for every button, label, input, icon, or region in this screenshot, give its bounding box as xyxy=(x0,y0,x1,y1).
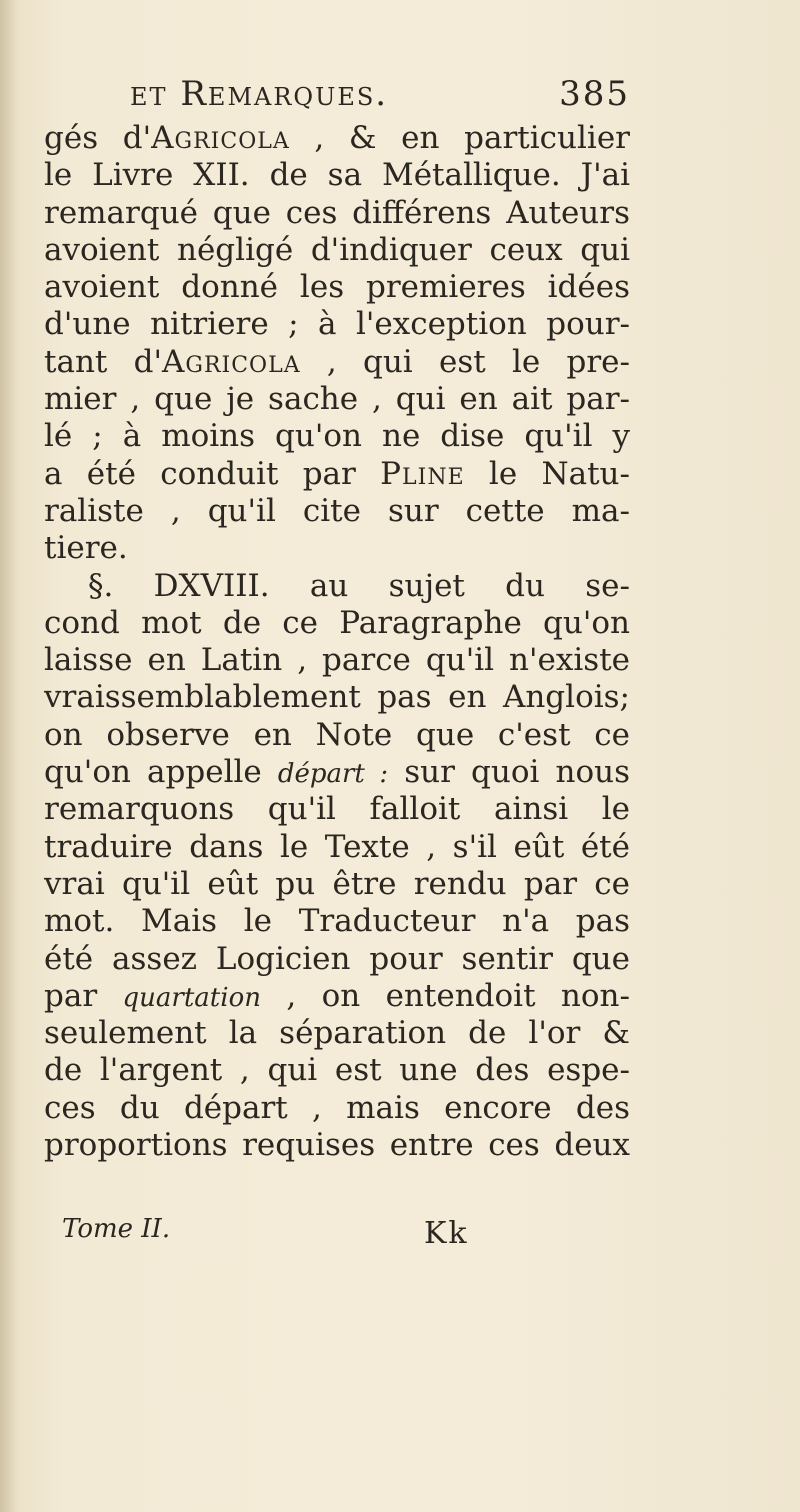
text-run: avoient donné les premieres idées xyxy=(44,269,630,306)
text-run: tiere. xyxy=(44,530,128,567)
text-run: d'une nitriere ; à l'exception pour- xyxy=(44,306,630,343)
text-run: , qui est le pre- xyxy=(300,343,630,380)
text-run: le Livre XII. de sa Métallique. J'ai xyxy=(44,157,630,194)
text-run: raliste , qu'il cite sur cette ma- xyxy=(44,492,630,529)
text-run: qu'on appelle xyxy=(44,754,278,791)
text-run: par xyxy=(44,977,123,1014)
text-line xyxy=(44,941,630,978)
body-text xyxy=(44,120,630,1164)
text-line xyxy=(44,232,630,269)
text-run: remarqué que ces différens Auteurs xyxy=(44,194,630,231)
text-line xyxy=(44,866,630,903)
text-line xyxy=(44,791,630,828)
text-run: proportions requises entre ces deux xyxy=(44,1127,630,1164)
page-header xyxy=(130,70,630,122)
text-line xyxy=(44,1052,630,1089)
page-footer xyxy=(62,1214,522,1260)
text-run: traduire dans le Texte , s'il eût été xyxy=(44,828,630,865)
text-line xyxy=(44,1090,630,1127)
text-run: vraissemblablement pas en Anglois; xyxy=(44,679,630,716)
text-line xyxy=(44,120,630,157)
text-run: a été conduit par xyxy=(44,455,381,492)
text-run: remarquons qu'il falloit ainsi le xyxy=(44,791,630,828)
text-line xyxy=(44,829,630,866)
text-run: avoient négligé d'indiquer ceux qui xyxy=(44,231,630,268)
text-line xyxy=(44,195,630,232)
text-run: mier , que je sache , qui en ait par- xyxy=(44,381,630,418)
text-run: sur quoi nous xyxy=(388,754,630,791)
text-run: mot. Mais le Traducteur n'a pas xyxy=(44,903,630,940)
text-line xyxy=(44,754,630,791)
text-line xyxy=(44,381,630,418)
text-line xyxy=(44,269,630,306)
text-line xyxy=(44,344,630,381)
proper-name: Pline xyxy=(380,455,465,492)
page-gutter-shadow xyxy=(0,0,18,1512)
signature-mark: Kk xyxy=(424,1216,469,1251)
proper-name: Agricola xyxy=(162,343,301,380)
volume-label: Tome II. xyxy=(62,1214,171,1244)
proper-name: Agricola xyxy=(151,120,290,156)
text-line xyxy=(44,642,630,679)
text-run: été assez Logicien pour sentir que xyxy=(44,940,630,977)
text-run: cond mot de ce Paragraphe qu'on xyxy=(44,604,630,641)
text-run: vrai qu'il eût pu être rendu par ce xyxy=(44,865,630,902)
text-line xyxy=(44,1127,630,1164)
text-line xyxy=(44,418,630,455)
text-line xyxy=(44,605,630,642)
text-run: seulement la séparation de l'or & xyxy=(44,1015,630,1052)
italic-term: départ : xyxy=(277,759,389,790)
text-run: , on entendoit non- xyxy=(260,977,630,1014)
text-line xyxy=(44,679,630,716)
text-run: on observe en Note que c'est ce xyxy=(44,716,630,753)
text-line xyxy=(44,1015,630,1052)
text-line xyxy=(44,568,630,605)
text-line xyxy=(44,493,630,530)
text-line xyxy=(44,903,630,940)
page-number: 385 xyxy=(559,74,630,114)
text-run: tant d' xyxy=(44,343,162,380)
italic-term: quartation xyxy=(122,982,261,1013)
text-run: de l'argent , qui est une des espe- xyxy=(44,1052,630,1089)
text-run: , & en particulier xyxy=(289,120,630,156)
text-run: le Natu- xyxy=(464,455,630,492)
text-line xyxy=(44,717,630,754)
text-run: laisse en Latin , parce qu'il n'existe xyxy=(44,642,630,679)
text-run: §. DXVIII. au sujet du se- xyxy=(88,567,630,604)
text-line xyxy=(44,456,630,493)
running-head: et Remarques. xyxy=(130,74,389,114)
text-line xyxy=(44,157,630,194)
text-line xyxy=(44,530,630,567)
text-run: lé ; à moins qu'on ne dise qu'il y xyxy=(44,418,630,455)
text-run: gés d' xyxy=(44,120,152,156)
text-run: ces du départ , mais encore des xyxy=(44,1089,630,1126)
text-line xyxy=(44,978,630,1015)
text-line xyxy=(44,306,630,343)
